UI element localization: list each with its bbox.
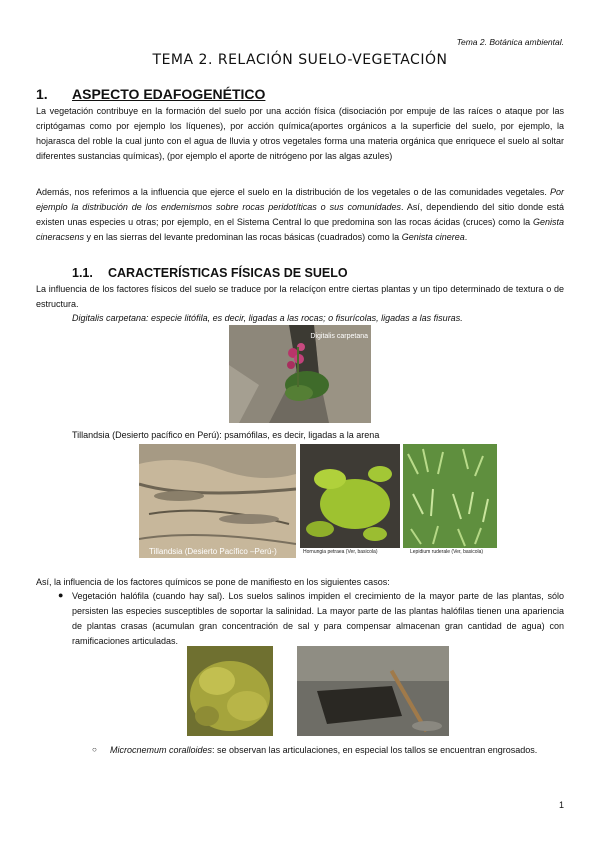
hornungia-photo [300, 444, 400, 548]
bullet-halofila: Vegetación halófila (cuando hay sal). Los suelos salinos impiden el crecimiento de la mayor parte de las plantas, sólo persisten las especies susceptibles de soportar la salinidad. La mayor parte de las plantas halófilas tienen una apariencia de plantas crasas (acumulan gran concentración de sal y para compensar almacenan gran cantidad de agua) con ramificaciones articuladas. [72, 591, 564, 646]
salt-soil-photo [297, 646, 449, 736]
paragraph-1: La vegetación contribuye en la formación del suelo por una acción física (disociación por empuje de las raíces o ataque por las criptógamas como por ejemplo los líquenes), por acción química(aportes orgánicos a la superficie del suelo, por ejemplo, la hojarasca del roble la cual junto con el agua de lluvia y otros vegetales forma una materia orgánica que enriquece el suelo al soltar diferentes sustancias químicas), (por ejemplo el aporte de nitrógeno por las algas azules) [36, 106, 564, 161]
digitalis-label: Digitalis carpetana [310, 333, 368, 340]
paragraph-4: Así, la influencia de los factores químicos se pone de manifiesto en los siguientes casos: [36, 577, 390, 587]
subbullet-circle: ○ [92, 745, 97, 754]
section-number: 1.1. [72, 266, 93, 280]
subbullet-microcnemum: Microcnemum coralloides: se observan las articulaciones, en especial los tallos se encuentran engrosados. [110, 745, 538, 755]
microcnemum-photo-drawing [187, 646, 273, 736]
page-number: 1 [558, 800, 564, 810]
section-title: ASPECTO EDAFOGENÉTICO [72, 86, 266, 102]
lepidium-photo-drawing [403, 444, 497, 548]
paragraph-2: Además, nos referimos a la influencia que ejerce el suelo en la distribución de los vegetales o de las comunidades vegetales. Por ejemplo la distribución de los endemismos sobre rocas peridotíticas o sus comunidades. Así, dependiendo del sitio donde está existen unas especies u otras; por ejemplo, en el Sistema Central lo que predomina son las rocas ácidas (cruces) como la Genista cineracsens y en las sierras del levante predominan las rocas básicas (cuadrados) como la Genista cinerea. [36, 187, 564, 242]
hornungia-photo-drawing [300, 444, 400, 548]
tillandsia-photo-label: Tillandsia (Desierto Pacífico –Perú-) [149, 547, 277, 556]
page-title: TEMA 2. RELACIÓN SUELO-VEGETACIÓN [152, 52, 448, 68]
section-number: 1. [36, 86, 48, 102]
section-title: CARACTERÍSTICAS FÍSICAS DE SUELO [108, 266, 348, 280]
section-heading-1-1 [72, 266, 348, 280]
tillandsia-photo-drawing [139, 444, 296, 558]
hornungia-caption: Hornungia petraea (Ver, basicola) [303, 549, 378, 555]
section-heading-1 [36, 86, 265, 102]
running-header: Tema 2. Botánica ambiental. [456, 37, 564, 47]
tillandsia-line: Tillandsia (Desierto pacífico en Perú): psamófilas, es decir, ligadas a la arena [72, 430, 380, 440]
bullet-dot: ● [58, 590, 64, 600]
digitalis-photo [229, 325, 371, 423]
microcnemum-photo [187, 646, 273, 736]
salt-soil-photo-drawing [297, 646, 449, 736]
tillandsia-photo [139, 444, 296, 558]
paragraph-3: La influencia de los factores físicos del suelo se traduce por la relacíçon entre ciertas plantas y un tipo determinado de textura o de estructura. [36, 284, 564, 309]
lepidium-caption: Lepidium ruderale (Ver, basicola) [410, 549, 484, 555]
digitalis-line: Digitalis carpetana: especie litófila, es decir, ligadas a las rocas; o fisurícolas, ligadas a las fisuras. [72, 313, 463, 323]
lepidium-photo [403, 444, 497, 548]
